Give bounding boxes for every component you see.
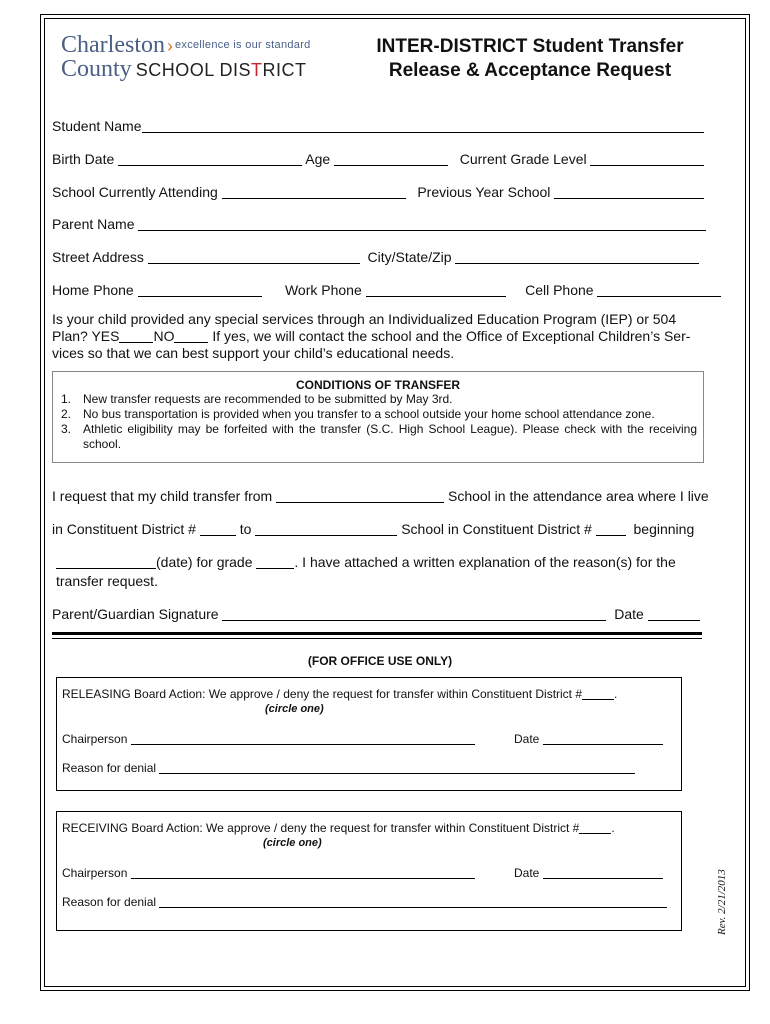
special-no-field[interactable] xyxy=(174,329,208,343)
condition-number: 1. xyxy=(61,392,72,406)
special-line-2 xyxy=(52,328,712,345)
signature-field[interactable] xyxy=(222,607,606,621)
grade-level-field[interactable] xyxy=(256,555,294,569)
constituent-district-label: in Constituent District # xyxy=(52,521,196,537)
school-row xyxy=(52,184,704,200)
logo-school-district xyxy=(136,60,307,80)
special-no-label: NO xyxy=(153,328,175,344)
grade-field[interactable] xyxy=(590,152,704,166)
receiving-date-label: Date xyxy=(514,866,540,880)
parent-row xyxy=(52,216,706,232)
request-from-label: I request that my child transfer from xyxy=(52,488,273,504)
logo-school-part-b: RICT xyxy=(262,60,307,80)
street-field[interactable] xyxy=(148,250,360,264)
request-attendance-label: School in the attendance area where I live xyxy=(447,488,709,504)
city-label: City/State/Zip xyxy=(367,249,452,265)
releasing-circle-one: (circle one) xyxy=(265,703,324,715)
releasing-action-line xyxy=(62,686,617,701)
logo-school-part-t: T xyxy=(251,60,263,80)
home-phone-label: Home Phone xyxy=(52,282,134,298)
district-logo-top xyxy=(61,32,311,59)
condition-number: 3. xyxy=(61,422,72,436)
special-yes-label: Plan? YES xyxy=(52,328,120,344)
prev-school-label: Previous Year School xyxy=(417,184,551,200)
conditions-title: CONDITIONS OF TRANSFER xyxy=(296,378,460,392)
releasing-action-text: RELEASING Board Action: We approve / deny the request for transfer within Constituent District # xyxy=(62,687,583,701)
receiving-district-field[interactable] xyxy=(579,820,611,834)
condition-text: Athletic eligibility may be forfeited with the transfer (S.C. High School League). Please check with the receiving school. xyxy=(83,422,697,451)
student-name-row xyxy=(52,118,704,134)
logo-school-part-a: SCHOOL DIS xyxy=(135,60,252,80)
releasing-chairperson-field[interactable] xyxy=(131,731,475,745)
cell-phone-field[interactable] xyxy=(597,283,721,297)
receiving-reason-field[interactable] xyxy=(159,894,667,908)
form-title xyxy=(340,35,720,83)
attached-explanation-label: . I have attached a written explanation of the reason(s) for the xyxy=(294,554,676,570)
birth-date-label: Birth Date xyxy=(52,151,115,167)
receiving-chairperson-label: Chairperson xyxy=(62,866,128,880)
beginning-date-field[interactable] xyxy=(56,555,156,569)
logo-chevron-icon: › xyxy=(166,36,173,56)
receiving-date-line xyxy=(514,865,663,880)
section-divider-thin xyxy=(52,638,702,639)
title-line-2: Release & Acceptance Request xyxy=(388,60,672,81)
releasing-period: . xyxy=(614,687,618,701)
releasing-district-field[interactable] xyxy=(582,686,614,700)
phone-row xyxy=(52,282,721,298)
condition-item xyxy=(61,422,697,452)
birth-row xyxy=(52,151,704,167)
to-district-label: School in Constituent District # xyxy=(401,521,592,537)
age-label: Age xyxy=(305,151,331,167)
releasing-reason-label: Reason for denial xyxy=(62,761,157,775)
releasing-chairperson-label: Chairperson xyxy=(62,732,128,746)
work-phone-field[interactable] xyxy=(366,283,506,297)
receiving-reason-line xyxy=(62,894,667,909)
age-field[interactable] xyxy=(334,152,448,166)
student-name-label: Student Name xyxy=(52,118,142,134)
office-use-label: (FOR OFFICE USE ONLY) xyxy=(307,654,453,668)
street-label: Street Address xyxy=(52,249,144,265)
address-row xyxy=(52,249,699,265)
receiving-reason-label: Reason for denial xyxy=(62,895,157,909)
receiving-board-box xyxy=(56,811,682,931)
school-attending-label: School Currently Attending xyxy=(52,184,218,200)
district-logo-bottom xyxy=(61,56,307,83)
special-line-1: Is your child provided any special services through an Individualized Education Program (IEP) or 504 xyxy=(52,311,677,327)
request-line-3 xyxy=(56,554,676,570)
birth-date-field[interactable] xyxy=(118,152,302,166)
receiving-period: . xyxy=(611,821,615,835)
releasing-reason-field[interactable] xyxy=(159,760,635,774)
prev-school-field[interactable] xyxy=(554,185,704,199)
parent-name-field[interactable] xyxy=(138,217,706,231)
student-name-field[interactable] xyxy=(142,119,704,133)
logo-tagline: excellence is our standard xyxy=(174,39,311,51)
receiving-action-line xyxy=(62,820,615,835)
request-line-2 xyxy=(52,521,694,537)
home-phone-field[interactable] xyxy=(138,283,262,297)
condition-number: 2. xyxy=(61,407,72,421)
beginning-label: beginning xyxy=(633,521,695,537)
request-line-4: transfer request. xyxy=(56,573,158,589)
to-school-field[interactable] xyxy=(255,522,397,536)
releasing-reason-line xyxy=(62,760,635,775)
title-line-1: INTER-DISTRICT Student Transfer xyxy=(376,36,684,57)
releasing-date-label: Date xyxy=(514,732,540,746)
special-services-paragraph xyxy=(52,311,712,362)
grade-label: Current Grade Level xyxy=(459,151,587,167)
request-line-1 xyxy=(52,488,709,504)
receiving-chair-line xyxy=(62,865,475,880)
logo-charleston: Charleston xyxy=(61,32,165,58)
special-yes-field[interactable] xyxy=(119,329,153,343)
signature-row xyxy=(52,606,700,622)
signature-date-field[interactable] xyxy=(648,607,700,621)
special-line-2-rest: If yes, we will contact the school and the Office of Exceptional Children’s Ser- xyxy=(208,328,691,344)
receiving-date-field[interactable] xyxy=(543,865,663,879)
parent-name-label: Parent Name xyxy=(52,216,135,232)
school-attending-field[interactable] xyxy=(222,185,406,199)
conditions-box xyxy=(52,371,704,463)
to-label: to xyxy=(239,521,252,537)
receiving-circle-one: (circle one) xyxy=(263,837,322,849)
to-district-field[interactable] xyxy=(596,522,626,536)
date-grade-label: (date) for grade xyxy=(156,554,253,570)
condition-text: New transfer requests are recommended to be submitted by May 3rd. xyxy=(83,392,453,406)
logo-county: County xyxy=(61,56,132,82)
releasing-date-field[interactable] xyxy=(543,731,663,745)
condition-text: No bus transportation is provided when you transfer to a school outside your home school attendance zone. xyxy=(83,407,655,421)
cell-phone-label: Cell Phone xyxy=(525,282,594,298)
work-phone-label: Work Phone xyxy=(284,282,362,298)
signature-label: Parent/Guardian Signature xyxy=(52,606,219,622)
releasing-date-line xyxy=(514,731,663,746)
city-field[interactable] xyxy=(455,250,699,264)
section-divider-thick xyxy=(52,632,702,635)
revision-date: Rev. 2/21/2013 xyxy=(716,869,728,935)
special-line-3: vices so that we can best support your child’s educational needs. xyxy=(52,345,455,361)
releasing-board-box xyxy=(56,677,682,791)
from-district-field[interactable] xyxy=(200,522,236,536)
releasing-chair-line xyxy=(62,731,475,746)
signature-date-label: Date xyxy=(614,606,644,622)
receiving-chairperson-field[interactable] xyxy=(131,865,475,879)
conditions-list xyxy=(61,392,697,452)
condition-item xyxy=(61,407,697,422)
condition-item xyxy=(61,392,697,407)
receiving-action-text: RECEIVING Board Action: We approve / deny the request for transfer within Constituent District # xyxy=(62,821,580,835)
transfer-from-school-field[interactable] xyxy=(276,489,444,503)
